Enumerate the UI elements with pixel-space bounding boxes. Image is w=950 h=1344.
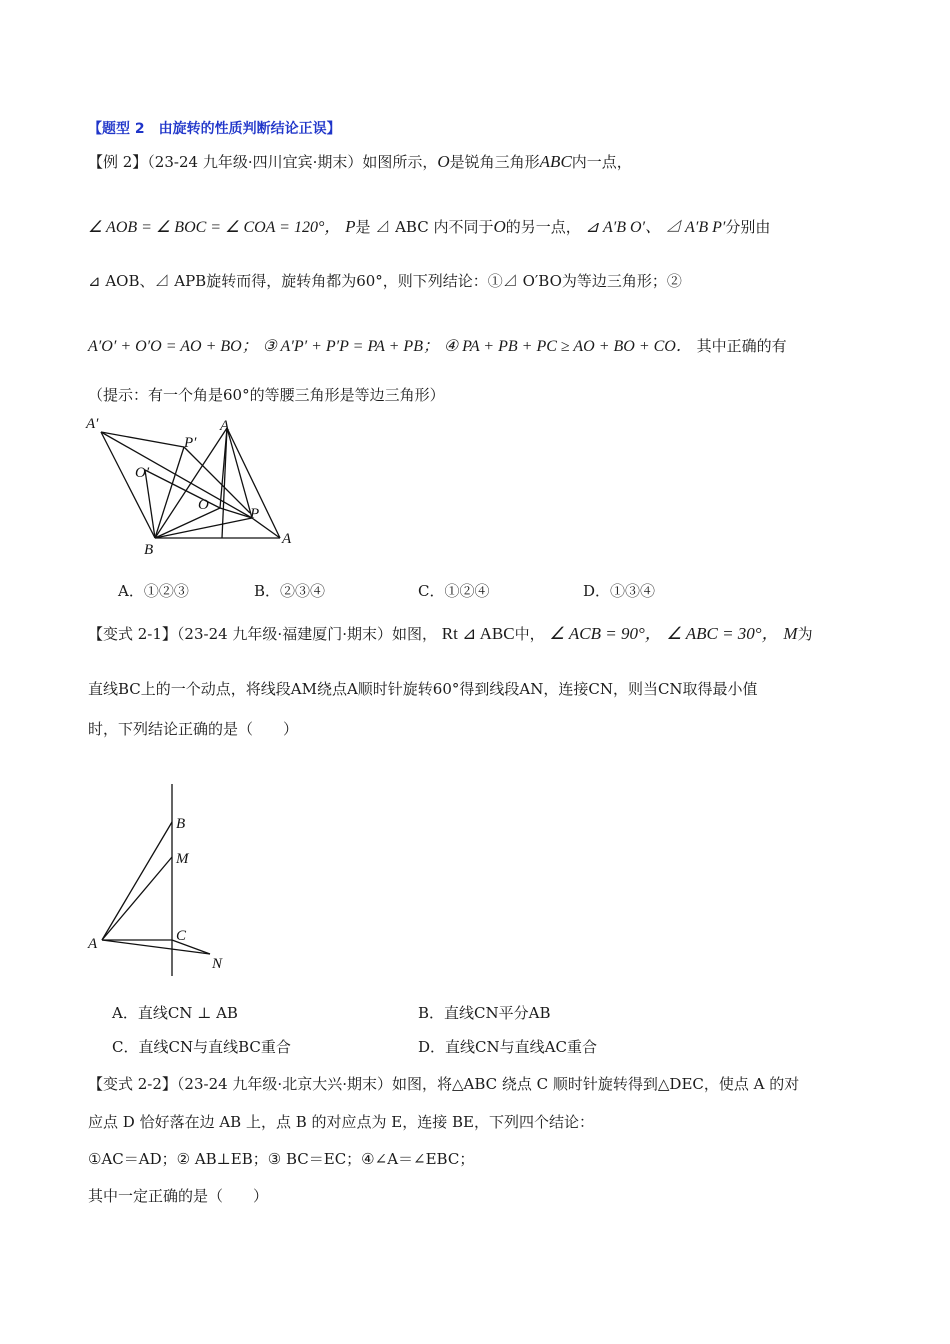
label-n: N — [212, 956, 223, 972]
example-2-text-end: 内一点， — [571, 153, 632, 171]
label-a: A — [88, 936, 98, 952]
rotated-triangles: ⊿ A′B O′、 ⊿ A′B P′ — [585, 219, 726, 236]
choice-d[interactable]: D．①③④ — [583, 582, 656, 600]
label-b: B — [144, 542, 154, 558]
variant-2-2-line4: 其中一定正确的是（ ） — [88, 1187, 269, 1205]
variant-2-1-line1 — [88, 619, 813, 644]
variant-2-2-line2: 应点 D 恰好落在边 AB 上，点 B 的对应点为 E，连接 BE，下列四个结论： — [88, 1113, 594, 1131]
choice-d[interactable]: D．直线CN与直线AC重合 — [418, 1038, 597, 1056]
angle-acb: ∠ ACB = 90°， — [549, 624, 662, 643]
choice-c[interactable]: C．①②④ — [418, 582, 490, 600]
label-p: P — [250, 506, 260, 522]
choice-b[interactable]: B．直线CN平分AB — [418, 1004, 551, 1022]
other-point-text: 的另一点， — [505, 218, 581, 236]
example-2-line3: ⊿ AOB、⊿ APB旋转而得，旋转角都为60°，则下列结论：①⊿ O′BO为等边三角形；② — [88, 272, 682, 290]
choice-a[interactable]: A．直线CN ⊥ AB — [112, 1004, 238, 1022]
point-o-2: O — [493, 217, 506, 236]
is-text: 为 — [797, 625, 813, 643]
conclusion-4: ④ PA + PB + PC ≥ AO + BO + CO． — [443, 338, 692, 355]
rotation-figure-2 — [80, 780, 240, 980]
variant-2-1-line2: 直线BC上的一个动点，将线段AM绕点A顺时针旋转60°得到线段AN，连接CN，则当CN取得最小值 — [88, 680, 758, 698]
label-a-prime: A′ — [86, 416, 99, 432]
example-2-hint: （提示：有一个角是60°的等腰三角形是等边三角形） — [88, 386, 445, 404]
conclusion-3: ③ A′P′ + P′P = PA + PB； — [262, 338, 439, 355]
example-2-text: 是锐角三角形 — [449, 153, 540, 171]
rotation-figure-1 — [80, 410, 310, 560]
label-b: B — [176, 816, 186, 832]
figure-2-lines — [102, 784, 210, 976]
choice-a[interactable]: A．①②③ — [118, 582, 189, 600]
right-triangle: Rt ⊿ ABC — [441, 624, 515, 643]
respectively-text: 分别由 — [725, 218, 771, 236]
example-2-line2 — [88, 214, 770, 237]
angle-equation: ∠ AOB = ∠ BOC = ∠ COA = 120°， — [88, 219, 341, 236]
p-description: 是 ⊿ ABC 内不同于 — [355, 218, 494, 236]
section-heading: 【题型 2 由旋转的性质判断结论正误】 — [88, 121, 341, 137]
point-p: P — [345, 217, 356, 236]
point-o: O — [437, 152, 450, 171]
label-o: O — [198, 497, 209, 513]
label-a-right: A — [282, 531, 292, 547]
variant-2-1-intro: 【变式 2-1】（23-24 九年级·福建厦门·期末）如图， — [88, 625, 437, 643]
label-a-top: A — [220, 418, 230, 434]
label-c: C — [176, 928, 187, 944]
example-2-line4 — [88, 333, 787, 356]
choice-b[interactable]: B．②③④ — [254, 582, 326, 600]
point-m: M — [783, 624, 798, 643]
choice-c[interactable]: C．直线CN与直线BC重合 — [112, 1038, 291, 1056]
label-m: M — [176, 851, 189, 867]
label-o-prime: O′ — [135, 465, 150, 481]
variant-2-1-line3: 时，下列结论正确的是（ ） — [88, 720, 299, 738]
triangle-abc: ABC — [539, 152, 572, 171]
middle-text: 中， — [514, 625, 545, 643]
angle-abc: ∠ ABC = 30°， — [666, 624, 779, 643]
variant-2-2-line1: 【变式 2-2】（23-24 九年级·北京大兴·期末）如图，将△ABC 绕点 C 顺时针旋转得到△DEC，使点 A 的对 — [88, 1075, 800, 1093]
conclusion-2: A′O′ + O′O = AO + BO； — [88, 338, 258, 355]
example-2-lead — [88, 151, 632, 172]
conclusion-end: 其中正确的有 — [696, 337, 787, 355]
example-2-intro: 【例 2】（23-24 九年级·四川宜宾·期末）如图所示， — [88, 153, 438, 171]
variant-2-2-line3: ①AC＝AD；② AB⊥EB；③ BC＝EC；④∠A＝∠EBC； — [88, 1150, 475, 1168]
label-p-prime: P′ — [184, 435, 197, 451]
